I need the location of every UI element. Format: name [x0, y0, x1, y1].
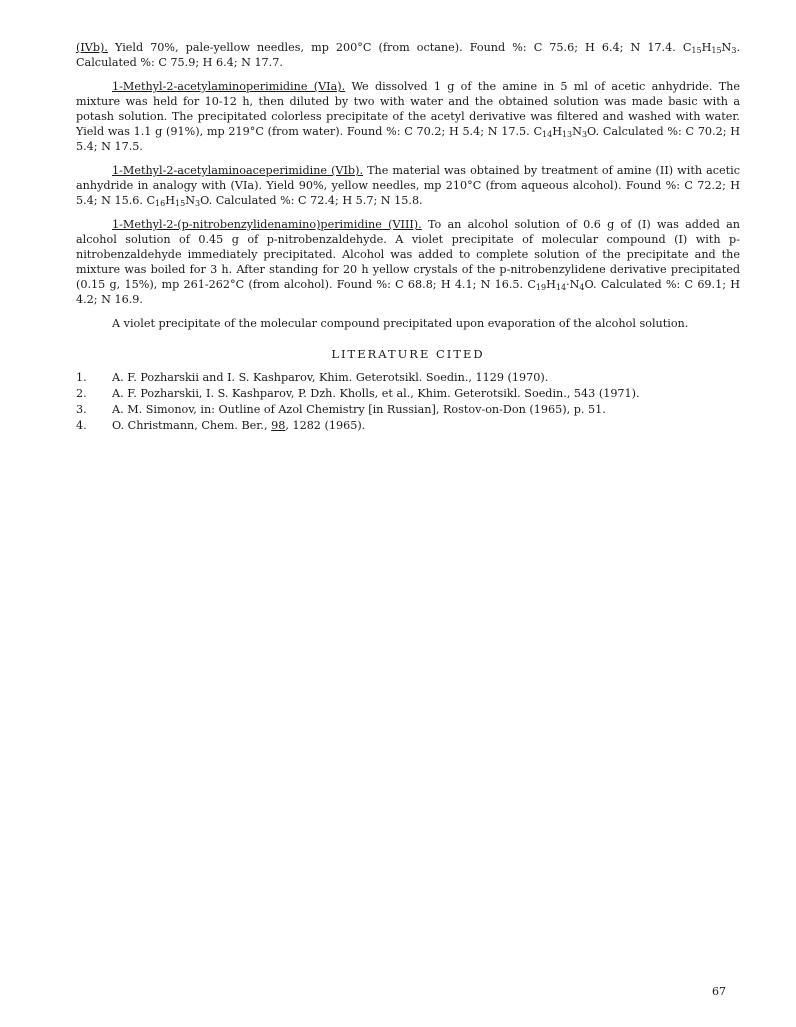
- reference-item: [76, 386, 740, 401]
- subscript: 19: [535, 283, 547, 292]
- reference-text-part: , 1282 (1965).: [285, 419, 366, 432]
- reference-item: [76, 402, 740, 417]
- reference-number: 4.: [76, 419, 87, 432]
- subscript: 14: [542, 130, 553, 139]
- text: H: [552, 125, 562, 138]
- text: O. Calculated %: C 69.1; H 4.2; N 16.9.: [76, 278, 740, 306]
- text: N: [572, 125, 582, 138]
- text: Yield 70%, pale-yellow needles, mp 200°C (from octane). Found %: C 75.6; H 6.4; N 17.4. C: [107, 41, 692, 54]
- text: H: [165, 194, 175, 207]
- page-body: [76, 40, 740, 434]
- reference-number: 2.: [76, 387, 87, 400]
- subscript: 3: [731, 46, 737, 55]
- text: N: [721, 41, 732, 54]
- page-number: 67: [712, 985, 726, 998]
- reference-number: 1.: [76, 371, 87, 384]
- subscript: 3: [581, 130, 588, 139]
- compound-title-via: 1-Methyl-2-acetylaminoperimidine (VIa).: [112, 80, 346, 93]
- paragraph-vib: [76, 163, 740, 208]
- text: . Calculated %: C 75.9; H 6.4; N 17.7.: [76, 41, 740, 69]
- subscript: 15: [175, 199, 186, 208]
- text: The material was obtained by treatment of amine (II) with acetic anhydride in analogy with (VIa). Yield 90%, yellow needles, mp 210°C (from aqueous alcohol). Found %: C 72.2; H 5.4; N 15.6. C: [76, 164, 740, 207]
- paragraph-ivb: [76, 40, 740, 70]
- literature-cited-heading: LITERATURE CITED: [331, 347, 485, 361]
- reference-text: [112, 418, 365, 433]
- reference-item: [76, 370, 740, 385]
- reference-number: 3.: [76, 403, 87, 416]
- text: H: [546, 278, 556, 291]
- reference-text: A. F. Pozharskii and I. S. Kashparov, Khim. Geterotsikl. Soedin., 1129 (1970).: [112, 371, 549, 384]
- text: O. Calculated %: C 72.4; H 5.7; N 15.8.: [200, 194, 423, 207]
- subscript: 15: [711, 46, 722, 55]
- compound-label-ivb: (IVb).: [76, 41, 108, 54]
- reference-volume: 98: [271, 419, 286, 432]
- text: To an alcohol solution of 0.6 g of (I) was added an alcohol solution of 0.45 g of p-nitrobenzaldehyde. A violet precipitate of molecular compound (I) with p-nitrobenzaldehyde immediately precipitated. Alcohol was added to complete solution of the precipitate and the mixture was boiled for 3 h. After standing for 20 h yellow crystals of the p-nitrobenzylidene derivative precipitated (0.15 g, 15%), mp 261-262°C (from alcohol). Found %: C 68.8; H 4.1; N 16.5. C: [76, 218, 740, 291]
- reference-text: A. F. Pozharskii, I. S. Kashparov, P. Dzh. Kholls, et al., Khim. Geterotsikl. Soedin., 543 (1971).: [112, 387, 640, 400]
- text: We dissolved 1 g of the amine in 5 ml of acetic anhydride. The mixture was held for 10-12 h, then diluted by two with water and the obtained solution was made basic with a potash solution. The precipitated colorless precipitate of the acetyl derivative was filtered and washed with water. Yield was 1.1 g (91%), mp 219°C (from water). Found %: C 70.2; H 5.4; N 17.5. C: [76, 80, 740, 138]
- compound-title-viii: 1-Methyl-2-(p-nitrobenzylidenamino)perimidine (VIII).: [112, 218, 422, 231]
- paragraph-viii: [76, 217, 740, 307]
- text: ·N: [566, 278, 580, 291]
- subscript: 4: [579, 283, 585, 292]
- text: N: [185, 194, 195, 207]
- reference-item: [76, 418, 740, 433]
- subscript: 15: [691, 46, 702, 55]
- subscript: 14: [555, 283, 567, 292]
- text: H: [701, 41, 712, 54]
- text: O. Calculated %: C 70.2; H 5.4; N 17.5.: [76, 125, 740, 153]
- reference-list: [76, 370, 740, 433]
- compound-title-vib: 1-Methyl-2-acetylaminoaceperimidine (VIb).: [112, 164, 364, 177]
- subscript: 16: [155, 199, 166, 208]
- subscript: 13: [561, 130, 573, 139]
- subscript: 3: [194, 199, 201, 208]
- reference-text-part: O. Christmann, Chem. Ber.,: [112, 419, 272, 432]
- paragraph-violet-precipitate: A violet precipitate of the molecular compound precipitated upon evaporation of the alcohol solution.: [112, 317, 689, 330]
- paragraph-via: [76, 79, 740, 154]
- reference-text: A. M. Simonov, in: Outline of Azol Chemistry [in Russian], Rostov-on-Don (1965), p. 51.: [112, 403, 606, 416]
